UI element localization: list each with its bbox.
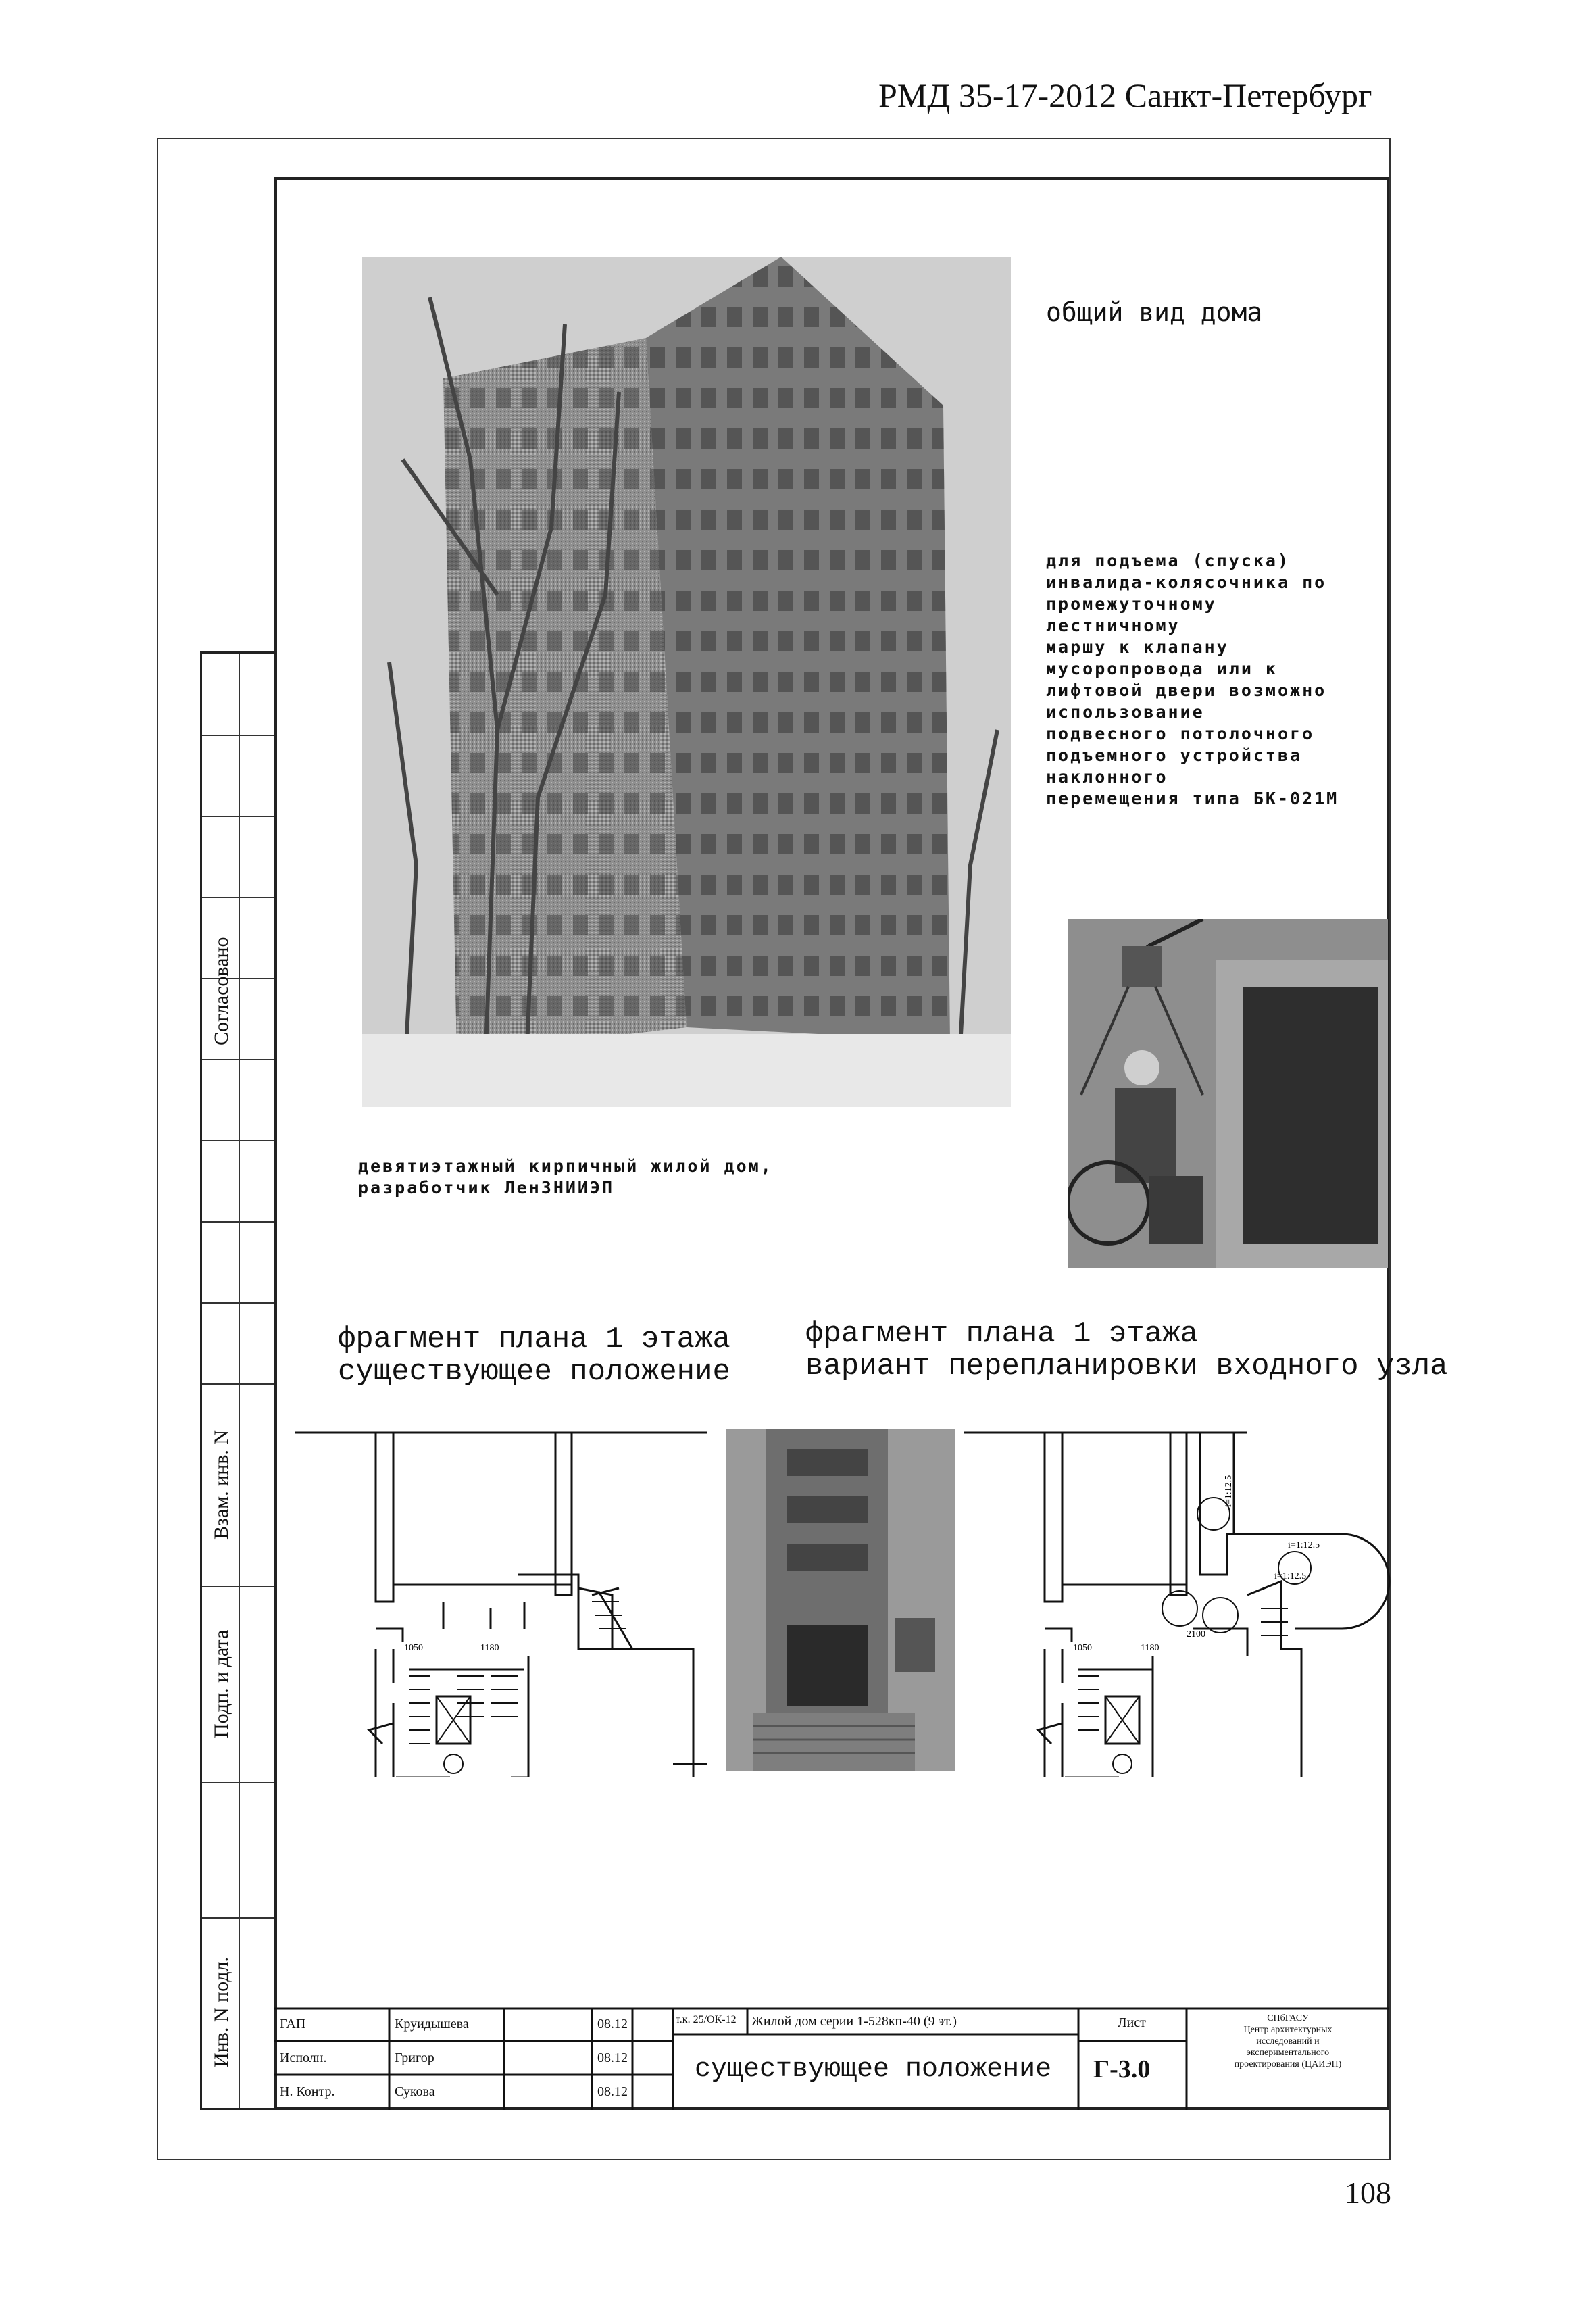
dimension-label: 1050 — [404, 1643, 423, 1653]
photo-caption: девятиэтажный кирпичный жилой дом, разработчик ЛенЗНИИЭП — [358, 1156, 773, 1198]
approval-strip — [200, 651, 276, 2110]
page-number: 108 — [1345, 2175, 1391, 2210]
stamp-sheet-number: Г-3.0 — [1093, 2055, 1151, 2084]
strip-cell — [202, 1221, 274, 1304]
agreed-label: Согласовано — [210, 937, 232, 1046]
slope-label: i=1:12.5 — [1288, 1540, 1320, 1550]
dimension-label: 2100 — [1187, 1629, 1205, 1640]
dimension-label: 1050 — [1073, 1643, 1092, 1653]
entrance-photo — [726, 1429, 955, 1771]
strip-cell — [202, 735, 274, 817]
plan-right-title: фрагмент плана 1 этажа вариант перепланировки входного узла — [805, 1317, 1448, 1383]
general-view-title: общий вид дома — [1046, 297, 1263, 327]
stamp-name: Сукова — [395, 2084, 435, 2099]
stamp-organization: СПбГАСУ Центр архитектурных исследований и экспериментального проектирования (ЦАИЭП) — [1234, 2013, 1342, 2069]
podp-data-label: Подп. и дата — [210, 1629, 232, 1739]
ceiling-lift-photo — [1068, 919, 1388, 1268]
floor-plan-proposed — [964, 1426, 1396, 1777]
slope-label: i=1:12.5 — [1274, 1571, 1307, 1581]
title-block — [274, 2007, 1389, 2110]
stamp-date: 08.12 — [597, 2017, 628, 2032]
floor-plan-existing — [295, 1426, 707, 1777]
stamp-role: Н. Контр. — [280, 2084, 335, 2099]
stamp-code: т.к. 25/ОК-12 — [676, 2014, 737, 2025]
stamp-role: Исполн. — [280, 2050, 327, 2065]
strip-cell — [202, 1302, 274, 1385]
stamp-title: существующее положение — [695, 2054, 1052, 2085]
slope-label: i=1:12.5 — [1224, 1475, 1234, 1507]
vzam-inv-label: Взам. инв. N — [210, 1429, 232, 1540]
stamp-name: Григор — [395, 2050, 434, 2065]
stamp-date: 08.12 — [597, 2084, 628, 2099]
strip-cell — [202, 1782, 274, 1919]
stamp-date: 08.12 — [597, 2050, 628, 2065]
stamp-sheet-label: Лист — [1118, 2015, 1146, 2030]
lift-description: для подъема (спуска) инвалида-колясочника по промежуточному лестничному маршу к клапану мусоропровода или к лифтовой двери возможно использование подвесного потолочного подъемного устройства наклонного перемещения типа БК-021М — [1046, 551, 1339, 808]
building-photo — [362, 257, 1011, 1107]
dimension-label: 1180 — [1141, 1643, 1159, 1653]
dimension-label: 1180 — [480, 1643, 499, 1653]
stamp-project: Жилой дом серии 1-528кп-40 (9 эт.) — [751, 2014, 957, 2029]
document-header: РМД 35-17-2012 Санкт-Петербург — [878, 76, 1372, 114]
stamp-name: Круидышева — [395, 2017, 469, 2032]
stamp-role: ГАП — [280, 2017, 306, 2032]
inv-podl-label: Инв. N подл. — [210, 1956, 232, 2067]
strip-cell — [202, 654, 274, 736]
plan-left-title: фрагмент плана 1 этажа существующее положение — [338, 1323, 730, 1389]
